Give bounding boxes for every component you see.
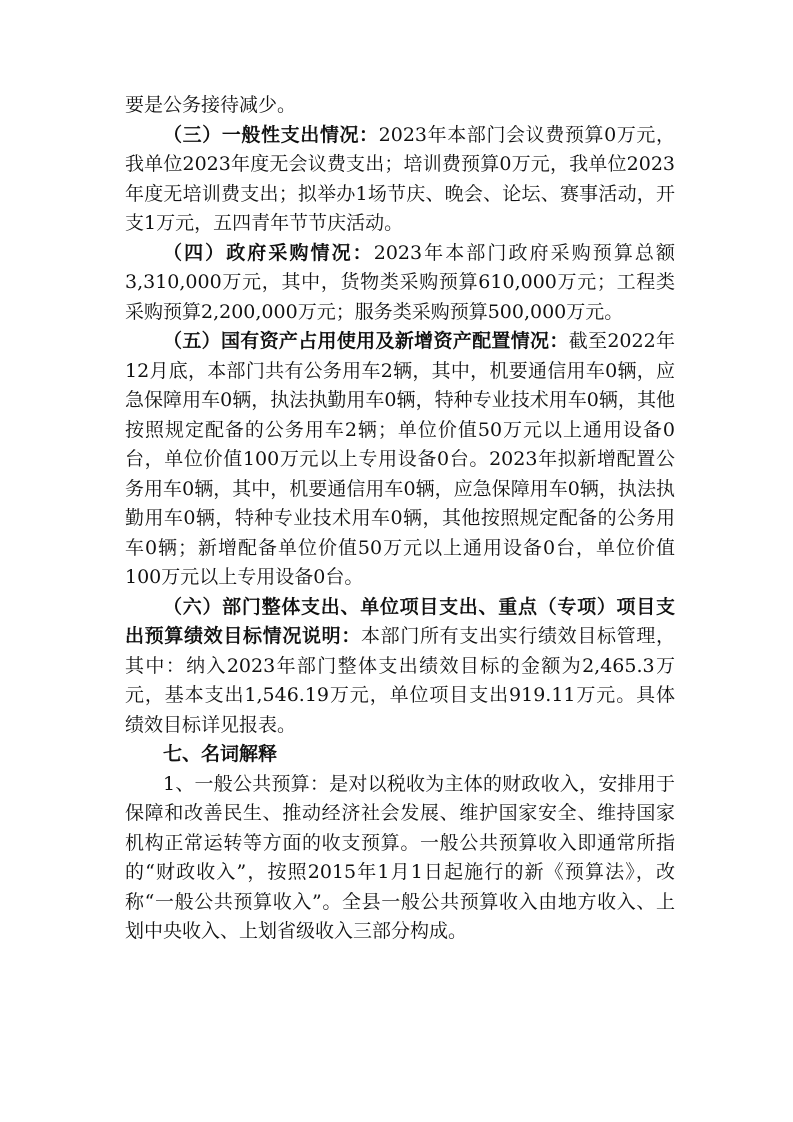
paragraph-text: 2023年本部门政府采购预算总额3,310,000万元，其中，货物类采购预算610,000万元；工程类采购预算2,200,000万元；服务类采购预算500,000万元。 xyxy=(125,241,675,323)
paragraph-text: 要是公务接待减少。 xyxy=(125,94,297,116)
paragraph-lead: （五）国有资产占用使用及新增资产配置情况： xyxy=(163,330,569,352)
paragraph-state-assets xyxy=(125,327,675,593)
paragraph-text: 2023年本部门会议费预算0万元，我单位2023年度无会议费支出；培训费预算0万元，我单位2023年度无培训费支出；拟举办1场节庆、晚会、论坛、赛事活动，开支1万元，五四青年节节庆活动。 xyxy=(125,123,675,234)
document-body xyxy=(125,91,675,947)
paragraph-text: 截至2022年12月底，本部门共有公务用车2辆，其中，机要通信用车0辆，应急保障用车0辆，执法执勤用车0辆，特种专业技术用车0辆，其他按照规定配备的公务用车2辆；单位价值50万元以上通用设备0台，单位价值100万元以上专用设备0台。2023年拟新增配置公务用车0辆，其中，机要通信用车0辆，应急保障用车0辆，执法执勤用车0辆，特种专业技术用车0辆，其他按照规定配备的公务用车0辆；新增配备单位价值50万元以上通用设备0台，单位价值100万元以上专用设备0台。 xyxy=(125,330,675,588)
paragraph-lead: （三）一般性支出情况： xyxy=(163,123,379,146)
definition-text: 1、一般公共预算：是对以税收为主体的财政收入，安排用于保障和改善民生、推动经济社会发展、维护国家安全、维持国家机构正常运转等方面的收支预算。一般公共预算收入即通常所指的“财政收入”，按照2015年1月1日起施行的新《预算法》，改称“一般公共预算收入”。全县一般公共预算收入由地方收入、上划中央收入、上划省级收入三部分构成。 xyxy=(125,772,675,942)
paragraph-performance-targets xyxy=(125,593,675,741)
paragraph-lead: （六）部门整体支出、单位项目支出、重点（专项）项目支出预算绩效目标情况说明： xyxy=(125,595,675,647)
paragraph-government-procurement xyxy=(125,239,675,328)
paragraph-continuation xyxy=(125,91,675,121)
paragraph-general-expenditure xyxy=(125,121,675,239)
paragraph-text: 本部门所有支出实行绩效目标管理，其中：纳入2023年部门整体支出绩效目标的金额为2,465.3万元，基本支出1,546.19万元，单位项目支出919.11万元。具体绩效目标详见报表。 xyxy=(125,625,675,736)
section-heading: 七、名词解释 xyxy=(163,743,278,765)
paragraph-lead: （四）政府采购情况： xyxy=(163,241,374,264)
definition-paragraph xyxy=(125,770,675,947)
